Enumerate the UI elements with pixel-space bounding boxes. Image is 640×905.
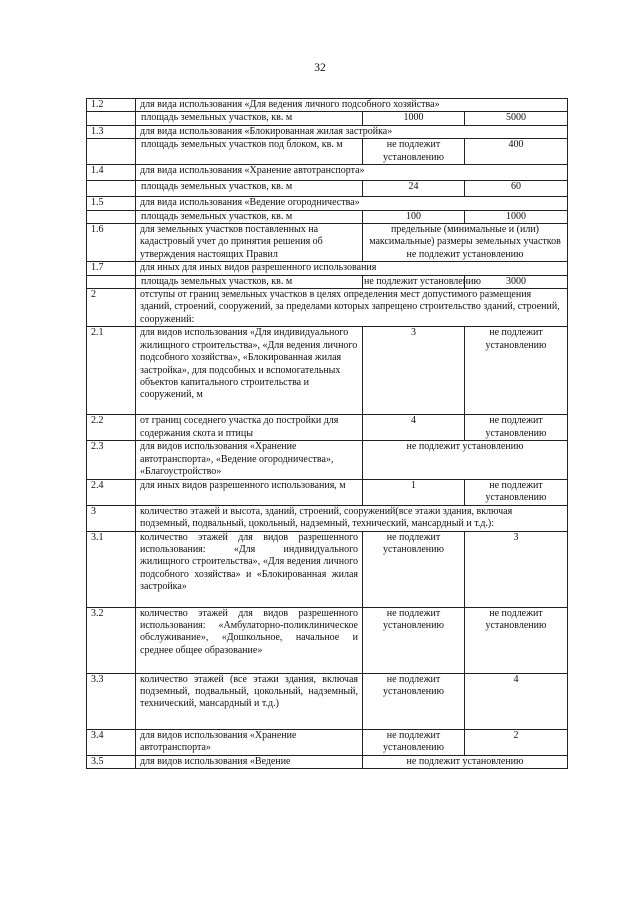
min-value: не подлежит установлению [363,673,465,729]
row-number [87,210,136,223]
table-row [87,289,568,327]
max-value: 400 [465,139,568,165]
max-value: не подлежит установлению [465,479,568,505]
row-text: для видов использования «Для индивидуального жилищного строительства», «Для ведения личного подсобного хозяйства», «Блокированная жилая застройка», для подсобных и вспомогательных объектов капитального строительства и сооружений, м [136,327,363,415]
row-number [87,275,136,288]
table-row [87,125,568,138]
min-value: не подлежит установлению [363,139,465,165]
table-row [87,755,568,768]
row-number: 1.6 [87,224,136,262]
table-row [87,415,568,441]
row-text: для вида использования «Блокированная жилая застройка» [136,125,568,138]
row-text: площадь земельных участков, кв. м [136,112,363,125]
row-text: отступы от границ земельных участков в целях определения мест допустимого размещения зданий, строений, сооружений, за пределами которых запрещено строительство зданий, строений, сооружений: [136,289,568,327]
table-row [87,673,568,729]
max-value: 4 [465,673,568,729]
max-value: не подлежит установлению [465,415,568,441]
row-number: 3 [87,505,136,531]
row-text: площадь земельных участков, кв. м [136,275,363,288]
table-row [87,479,568,505]
merged-value: не подлежит установлению [363,441,568,479]
page-number: 32 [314,62,326,74]
row-text: количество этажей для видов разрешенного использования: «Амбулаторно-поликлиническое обслуживание», «Дошкольное, начальное и среднее общее образование» [136,607,363,673]
row-text: для видов использования «Хранение автотранспорта» [136,729,363,755]
min-value: 3 [363,327,465,415]
regulations-table [86,98,568,769]
row-number: 2.2 [87,415,136,441]
min-value: не подлежит установлению [363,729,465,755]
row-text: от границ соседнего участка до постройки для содержания скота и птицы [136,415,363,441]
merged-value: не подлежит установлению [363,755,568,768]
row-number: 3.1 [87,531,136,607]
min-value: не подлежит установлению [364,275,481,287]
max-value: 2 [465,729,568,755]
table-row [87,505,568,531]
table-row [87,139,568,165]
max-value: не подлежит установлению [465,607,568,673]
row-text: для земельных участков поставленных на кадастровый учет до принятия решения об утверждения настоящих Правил [136,224,363,262]
row-number: 3.5 [87,755,136,768]
row-text: для видов использования «Ведение [136,755,363,768]
row-number: 3.4 [87,729,136,755]
row-number [87,112,136,125]
max-value: 5000 [465,112,568,125]
row-number: 1.4 [87,165,136,181]
row-text: для видов использования «Хранение автотранспорта», «Ведение огородничества», «Благоустройство» [136,441,363,479]
table-row [87,275,568,288]
table-row [87,531,568,607]
row-number: 1.5 [87,197,136,210]
table-row [87,729,568,755]
row-number: 2.4 [87,479,136,505]
table-row [87,441,568,479]
max-value: 60 [465,181,568,197]
row-number: 3.3 [87,673,136,729]
row-number [87,139,136,165]
row-number: 3.2 [87,607,136,673]
max-value: 3 [465,531,568,607]
table-row [87,99,568,112]
min-value: не подлежит установлению [363,607,465,673]
row-text: для вида использования «Ведение огородничества» [136,197,568,210]
table-row [87,197,568,210]
min-value: 100 [363,210,465,223]
row-number: 2.1 [87,327,136,415]
table-row [87,210,568,223]
row-text: для вида использования «Для ведения личного подсобного хозяйства» [136,99,568,112]
table-row [87,224,568,262]
table-row [87,112,568,125]
max-value: не подлежит установлению [465,327,568,415]
row-text: площадь земельных участков, кв. м [136,181,363,197]
table-row [87,262,568,275]
row-text: количество этажей и высота, зданий, строений, сооружений(все этажи здания, включая подземный, подвальный, цокольный, надземный, технический, мансардный и т.д.): [136,505,568,531]
min-value: 24 [363,181,465,197]
row-number: 1.2 [87,99,136,112]
min-value: 1 [363,479,465,505]
merged-value: предельные (минимальные и (или) максимальные) размеры земельных участков не подлежит установлению [363,224,568,262]
table-row [87,327,568,415]
row-text: площадь земельных участков, кв. м [136,210,363,223]
row-number: 2 [87,289,136,327]
min-value: 4 [363,415,465,441]
row-text: для иных для иных видов разрешенного использования [136,262,568,275]
max-value: 1000 [465,210,568,223]
row-text: количество этажей для видов разрешенного использования: «Для индивидуального жилищного строительства», «Для ведения личного подсобного хозяйства» и «Блокированная жилая застройка» [136,531,363,607]
row-text: для вида использования «Хранение автотранспорта» [136,165,568,181]
max-value: 3000 [465,275,568,288]
row-number: 1.3 [87,125,136,138]
min-value: 1000 [363,112,465,125]
row-number: 2.3 [87,441,136,479]
table-row [87,181,568,197]
min-value: не подлежит установлению [363,531,465,607]
row-number: 1.7 [87,262,136,275]
row-text: для иных видов разрешенного использования, м [136,479,363,505]
table-row [87,165,568,181]
row-text: количество этажей (все этажи здания, включая подземный, подвальный, цокольный, надземный, технический, мансардный и т.д.) [136,673,363,729]
row-number [87,181,136,197]
row-text: площадь земельных участков под блоком, кв. м [136,139,363,165]
table-row [87,607,568,673]
